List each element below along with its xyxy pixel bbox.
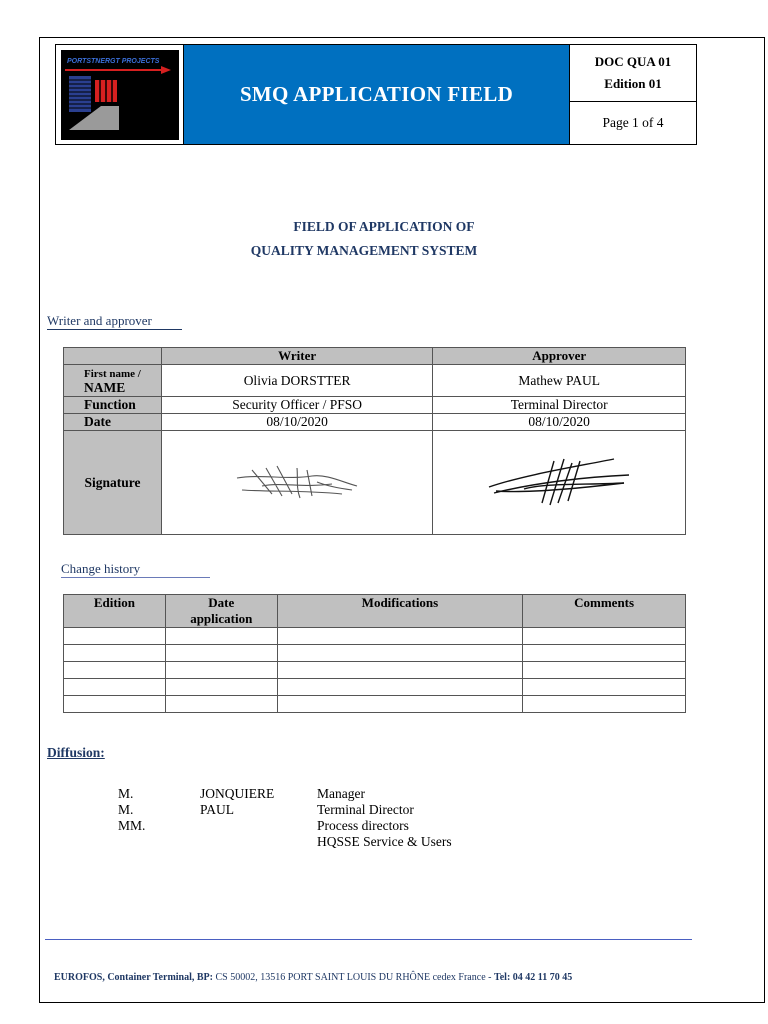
page-number: Page 1 of 4 <box>602 115 664 130</box>
writer-approver-label: Writer and approver <box>47 313 182 330</box>
footer-tel: Tel: 04 42 11 70 45 <box>493 972 573 983</box>
doc-code: DOC QUA 01 <box>594 54 672 69</box>
approver-column-header: Approver <box>433 348 686 365</box>
writer-signature-image <box>232 456 362 506</box>
page-footer <box>54 972 572 983</box>
date-column-header: Date application <box>165 595 277 628</box>
logo-cell <box>56 45 184 144</box>
section-heading <box>0 215 768 263</box>
edition-column-header: Edition <box>64 595 166 628</box>
change-history-table <box>63 594 686 713</box>
change-history-label: Change history <box>61 561 210 578</box>
document-title: SMQ APPLICATION FIELD <box>239 82 514 106</box>
date-row-label: Date <box>64 414 162 431</box>
comments-column-header: Comments <box>523 595 686 628</box>
writer-approver-table <box>63 347 686 535</box>
signature-row-label: Signature <box>64 431 162 535</box>
table-row <box>64 628 686 645</box>
approver-name: Mathew PAUL <box>433 365 686 397</box>
diffusion-heading: Diffusion: <box>47 745 105 760</box>
writer-name: Olivia DORSTTER <box>161 365 432 397</box>
meta-cell <box>570 45 696 144</box>
approver-function: Terminal Director <box>433 397 686 414</box>
writer-function: Security Officer / PFSO <box>161 397 432 414</box>
function-row-label: Function <box>64 397 162 414</box>
heading-line-2: QUALITY MANAGEMENT SYSTEM <box>250 243 478 258</box>
footer-address: CS 50002, 13516 PORT SAINT LOUIS DU RHÔNE cedex France - <box>213 972 494 983</box>
heading-line-1: FIELD OF APPLICATION OF <box>293 219 475 234</box>
footer-rule <box>45 939 692 940</box>
table-row <box>64 696 686 713</box>
approver-signature <box>433 431 686 535</box>
footer-company: EUROFOS, Container Terminal, BP: <box>54 972 213 983</box>
logo-graphic <box>61 50 179 140</box>
table-row <box>64 662 686 679</box>
logo-text: PORTSTNERGT PROJECTS <box>66 57 159 65</box>
table-row <box>64 645 686 662</box>
approver-signature-image <box>484 453 634 509</box>
table-row <box>64 679 686 696</box>
document-header <box>55 44 697 145</box>
writer-date: 08/10/2020 <box>161 414 432 431</box>
empty-header-cell <box>64 348 162 365</box>
doc-reference <box>570 45 696 102</box>
doc-edition: Edition 01 <box>604 76 662 91</box>
name-row-label: First name / NAME <box>64 365 162 397</box>
modifications-column-header: Modifications <box>277 595 523 628</box>
writer-signature <box>161 431 432 535</box>
writer-column-header: Writer <box>161 348 432 365</box>
company-logo <box>61 50 179 140</box>
approver-date: 08/10/2020 <box>433 414 686 431</box>
title-band <box>184 45 570 144</box>
